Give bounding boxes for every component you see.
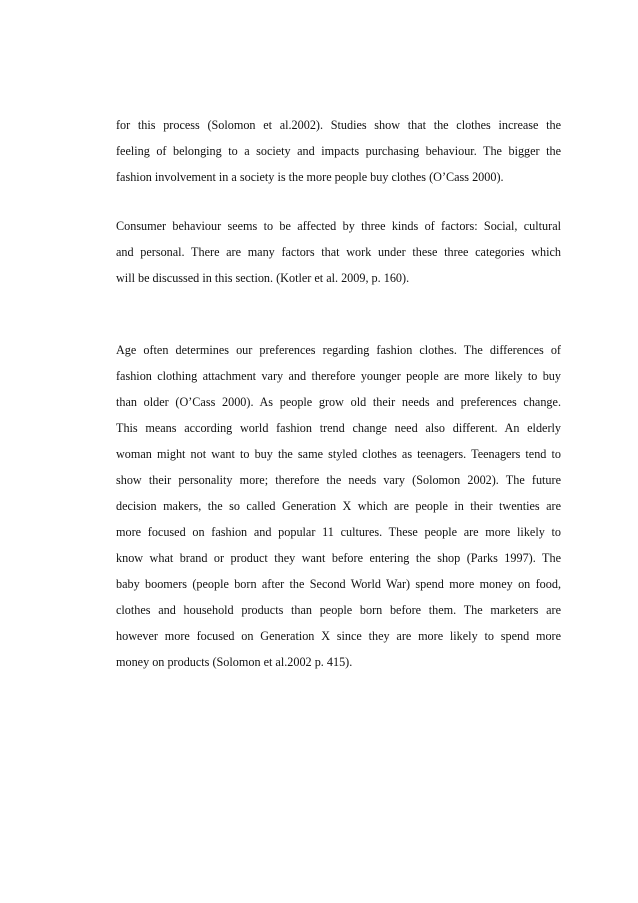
text-line: know what brand or product they want before entering the shop (Parks 1997). The: [116, 551, 561, 565]
text-line: This means according world fashion trend change need also different. An elderly: [116, 421, 561, 435]
text-line: and personal. There are many factors that work under these three categories which: [116, 245, 561, 259]
text-line: fashion clothing attachment vary and therefore younger people are more likely to buy: [116, 369, 561, 383]
text-line: than older (O’Cass 2000). As people grow old their needs and preferences change.: [116, 395, 561, 409]
paragraph-fashion-involvement: [116, 112, 561, 190]
text-line: show their personality more; therefore the needs vary (Solomon 2002). The future: [116, 473, 561, 487]
paragraph-consumer-behaviour-factors: [116, 213, 561, 291]
text-line: however more focused on Generation X since they are more likely to spend more: [116, 629, 561, 643]
text-line: for this process (Solomon et al.2002). Studies show that the clothes increase the: [116, 118, 561, 132]
text-line: money on products (Solomon et al.2002 p. 415).: [116, 655, 353, 669]
text-line: will be discussed in this section. (Kotler et al. 2009, p. 160).: [116, 271, 410, 285]
text-line: Consumer behaviour seems to be affected by three kinds of factors: Social, cultural: [116, 219, 561, 233]
text-line: woman might not want to buy the same styled clothes as teenagers. Teenagers tend to: [116, 447, 561, 461]
text-line: decision makers, the so called Generation X which are people in their twenties are: [116, 499, 561, 513]
text-line: clothes and household products than people born before them. The marketers are: [116, 603, 561, 617]
paragraph-age-preferences: [116, 337, 561, 675]
text-line: fashion involvement in a society is the more people buy clothes (O’Cass 2000).: [116, 170, 504, 184]
text-line: more focused on fashion and popular 11 cultures. These people are more likely to: [116, 525, 561, 539]
text-line: Age often determines our preferences regarding fashion clothes. The differences of: [116, 343, 561, 357]
text-line: feeling of belonging to a society and impacts purchasing behaviour. The bigger the: [116, 144, 561, 158]
text-line: baby boomers (people born after the Second World War) spend more money on food,: [116, 577, 561, 591]
